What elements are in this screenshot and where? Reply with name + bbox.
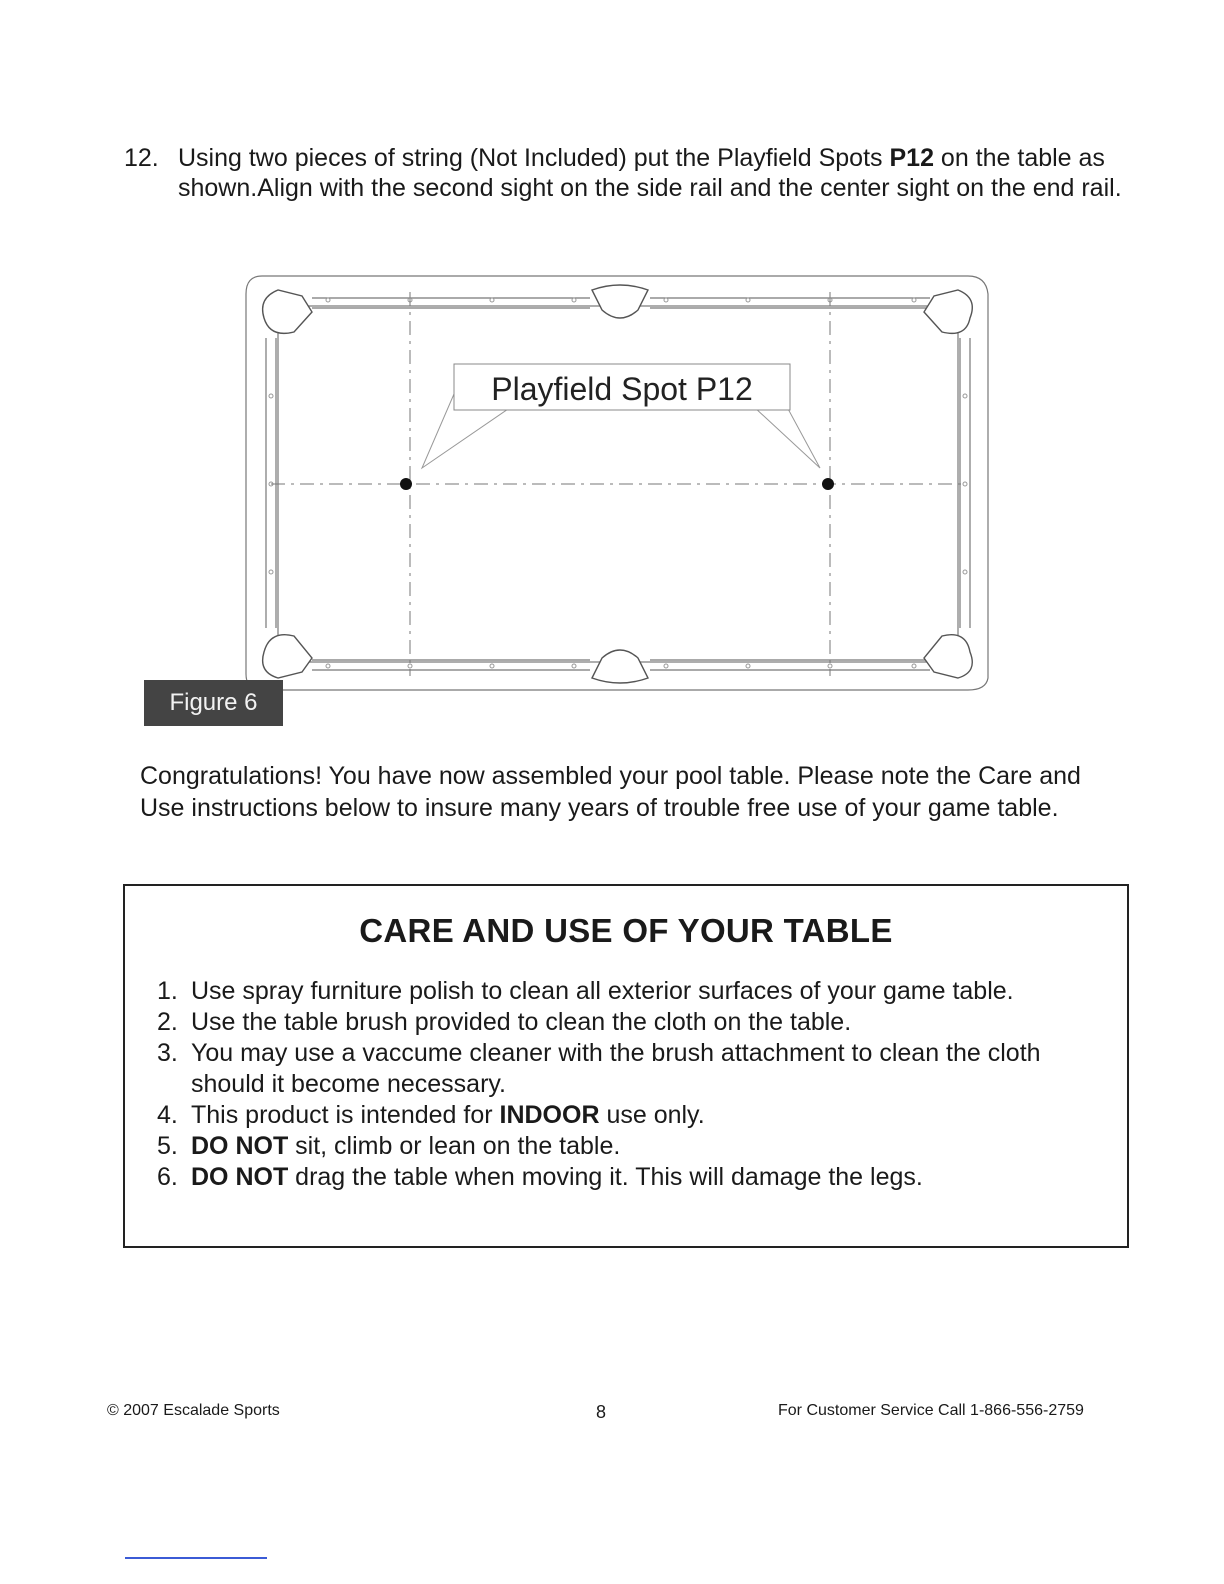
bottom-rule xyxy=(125,1557,267,1559)
care-item-text: use only. xyxy=(599,1101,705,1129)
care-item-number: 3. xyxy=(157,1039,178,1067)
step-number: 12. xyxy=(124,144,159,172)
care-item-number: 5. xyxy=(157,1132,178,1160)
pocket-bottom-side xyxy=(592,650,648,683)
step-text-before: Using two pieces of string (Not Included) put the Playfield Spots xyxy=(178,144,890,172)
care-item-emphasis: INDOOR xyxy=(499,1101,600,1129)
care-item-emphasis: DO NOT xyxy=(191,1163,289,1191)
care-item xyxy=(157,1100,1107,1131)
care-item xyxy=(157,1038,1107,1100)
care-item xyxy=(157,976,1107,1007)
step-text-after: on the table as shown.Align with the second sight on the side rail and the center sight on the end rail. xyxy=(178,144,1122,202)
pocket-top-side xyxy=(592,285,648,318)
care-and-use-box xyxy=(123,884,1129,1248)
care-item-text: drag the table when moving it. This will damage the legs. xyxy=(288,1163,923,1191)
step-part-id: P12 xyxy=(889,144,934,172)
pocket-top-right xyxy=(924,290,972,333)
care-item-text: This product is intended for xyxy=(191,1101,500,1129)
table-outline xyxy=(246,276,988,690)
figure-label: Figure 6 xyxy=(144,680,283,726)
playfield-spot-left xyxy=(400,478,412,490)
step-12 xyxy=(124,143,1124,203)
callout-label: Playfield Spot P12 xyxy=(491,371,753,407)
care-item xyxy=(157,1162,1107,1193)
care-item-number: 2. xyxy=(157,1008,178,1036)
pocket-bottom-right xyxy=(924,635,972,678)
care-item-number: 4. xyxy=(157,1101,178,1129)
care-item-number: 1. xyxy=(157,977,178,1005)
care-title: CARE AND USE OF YOUR TABLE xyxy=(359,912,893,949)
congratulations-paragraph: Congratulations! You have now assembled your pool table. Please note the Care and Use instructions below to insure many years of trouble free use of your game table. xyxy=(140,762,1081,822)
care-list xyxy=(157,976,1107,1193)
care-item xyxy=(157,1007,1107,1038)
footer-customer-service: For Customer Service Call 1-866-556-2759 xyxy=(778,1402,1084,1419)
care-item-text: Use spray furniture polish to clean all exterior surfaces of your game table. xyxy=(191,977,1014,1005)
care-item-number: 6. xyxy=(157,1163,178,1191)
pocket-bottom-left xyxy=(263,635,312,678)
care-item xyxy=(157,1131,1107,1162)
care-item-text: sit, climb or lean on the table. xyxy=(288,1132,621,1160)
care-item-text: Use the table brush provided to clean the cloth on the table. xyxy=(191,1008,852,1036)
pocket-top-left xyxy=(263,290,312,333)
playfield-spot-right xyxy=(822,478,834,490)
page-number: 8 xyxy=(596,1402,607,1422)
step-text xyxy=(178,143,1124,203)
care-item-emphasis: DO NOT xyxy=(191,1132,289,1160)
care-item-text: You may use a vaccume cleaner with the brush attachment to clean the cloth should it become necessary. xyxy=(191,1039,1041,1098)
footer-copyright: © 2007 Escalade Sports xyxy=(107,1402,280,1419)
pool-table-diagram xyxy=(240,268,1000,698)
